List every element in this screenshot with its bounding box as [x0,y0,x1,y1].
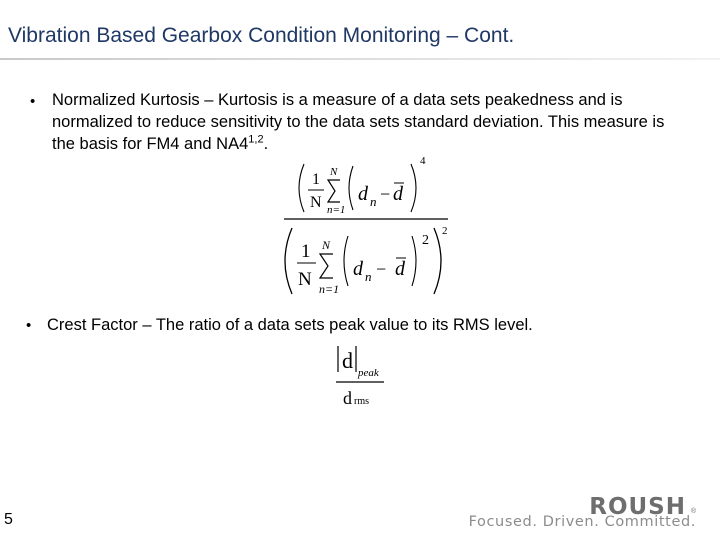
kurtosis-numerator [299,155,426,216]
den-outer-left-paren [285,228,292,294]
num-fraction-top: 1 [312,171,320,188]
bullet-marker: • [30,93,36,110]
den-outer-power: 2 [442,225,448,237]
bullet-text: Normalized Kurtosis – Kurtosis is a measure of a data sets peakedness and is normalized to reduce sensitivity to the data sets standard deviation. This measure is the basis for FM4 and NA4 [52,91,665,153]
page-number: 5 [4,511,13,528]
den-sum-lower: n=1 [319,282,340,296]
den-fraction-bottom: N [298,269,312,290]
den-term: d [353,258,363,280]
bullet-crest-factor: Crest Factor – The ratio of a data sets peak value to its RMS level. [47,316,533,334]
crest-numerator-sub: peak [358,367,379,379]
logo-registered-mark: ® [690,508,696,515]
den-term-sub: n [365,269,372,284]
num-term: d [358,183,368,205]
den-sigma [320,254,333,278]
bullet-normalized-kurtosis [52,89,672,155]
num-mean: d [393,183,403,205]
den-minus: − [376,259,387,279]
crest-factor-formula [330,340,400,412]
num-minus: − [380,184,391,204]
bullet-trailing: . [263,135,269,153]
roush-logo [450,494,700,532]
logo-wordmark: ROUSH [589,494,686,520]
title-divider [0,58,720,60]
num-power: 4 [420,155,426,167]
num-term-sub: n [370,194,377,209]
den-inner-left-paren [344,236,348,286]
crest-denominator: d [343,388,352,408]
den-sum-upper: N [322,238,331,252]
logo-tagline: Focused. Driven. Committed. [468,514,696,530]
crest-numerator: d [342,348,353,373]
num-left-paren-inner [349,166,353,210]
crest-denominator-sub: rms [354,396,369,407]
num-right-paren [411,164,416,212]
den-mean: d [395,258,405,280]
num-sum-upper: N [330,166,338,178]
citation-superscript: 1,2 [248,133,264,146]
den-fraction-top: 1 [301,241,311,262]
kurtosis-denominator [285,225,448,296]
slide-title: Vibration Based Gearbox Condition Monitoring – Cont. [8,24,515,47]
bullet-marker: • [26,317,32,334]
kurtosis-formula [270,150,460,305]
den-outer-right-paren [434,228,441,294]
num-fraction-bottom: N [310,194,322,211]
den-inner-right-paren [412,236,416,286]
den-inner-power: 2 [422,233,429,248]
num-sigma [328,180,340,202]
num-sum-lower: n=1 [327,204,346,216]
num-left-paren-outer [299,164,304,212]
